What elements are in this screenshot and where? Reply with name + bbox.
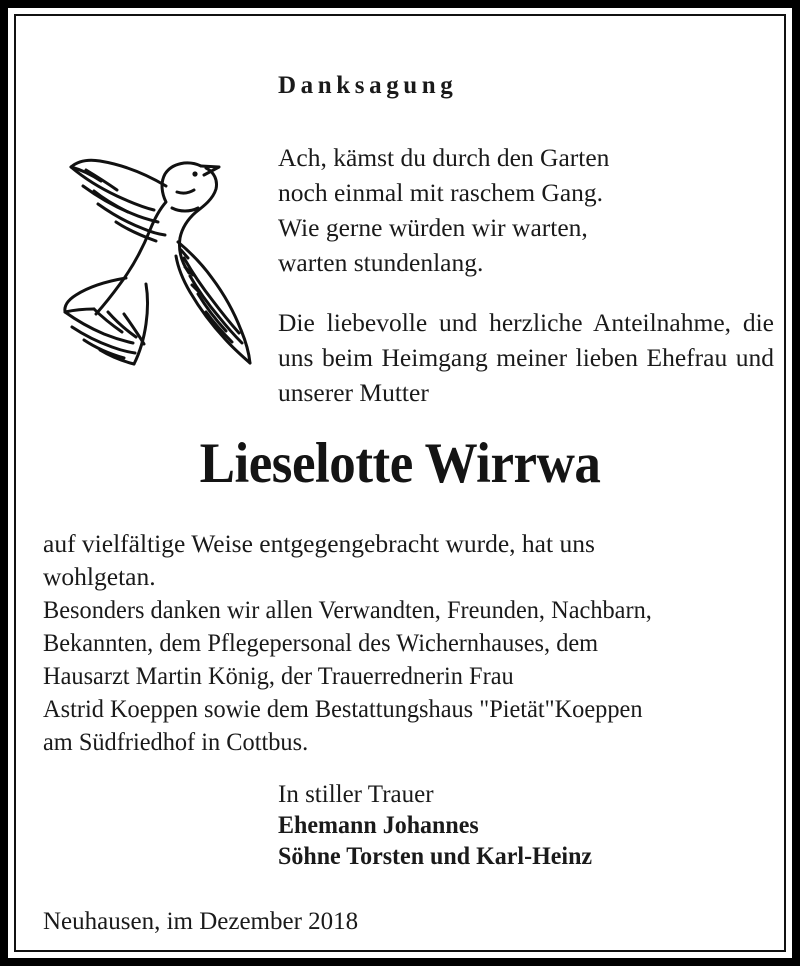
body-line: am Südfriedhof in Cottbus.: [43, 727, 309, 756]
body-line: Besonders danken wir allen Verwandten, Freunden, Nachbarn,: [43, 595, 652, 624]
body-line: Hausarzt Martin König, der Trauerrednerin Frau: [43, 661, 514, 690]
place-and-date: Neuhausen, im Dezember 2018: [43, 908, 359, 935]
poem-line: noch einmal mit raschem Gang.: [278, 178, 604, 207]
intro-paragraph: Die liebevolle und herzliche Anteilnahme, die uns beim Heimgang meiner lieben Ehefrau und unserer Mutter: [278, 308, 774, 407]
body-line: Astrid Koeppen sowie dem Bestattungshaus "Pietät"Koeppen: [43, 694, 643, 723]
page-title: Danksagung: [278, 72, 458, 99]
signature-sons: Söhne Torsten und Karl-Heinz: [278, 843, 593, 870]
signature-block: [278, 779, 605, 872]
signature-husband: Ehemann Johannes: [278, 812, 479, 839]
poem-line: Ach, kämst du durch den Garten: [278, 143, 610, 172]
body-text-upper: [43, 527, 755, 593]
notice-frame: [14, 14, 786, 952]
poem-line: Wie gerne würden wir warten,: [278, 213, 588, 242]
notice-content: [16, 16, 784, 950]
dove-icon: [38, 134, 268, 389]
poem-line: warten stundenlang.: [278, 248, 484, 277]
body-text-lower: [43, 593, 736, 758]
poem-block: [278, 140, 778, 280]
body-line: auf vielfältige Weise entgegengebracht wurde, hat uns: [43, 529, 595, 558]
body-line: Bekannten, dem Pflegepersonal des Wichernhauses, dem: [43, 628, 599, 657]
body-line: wohlgetan.: [43, 562, 156, 591]
deceased-name: Lieselotte Wirrwa: [199, 432, 601, 495]
signature-intro: In stiller Trauer: [278, 781, 434, 808]
